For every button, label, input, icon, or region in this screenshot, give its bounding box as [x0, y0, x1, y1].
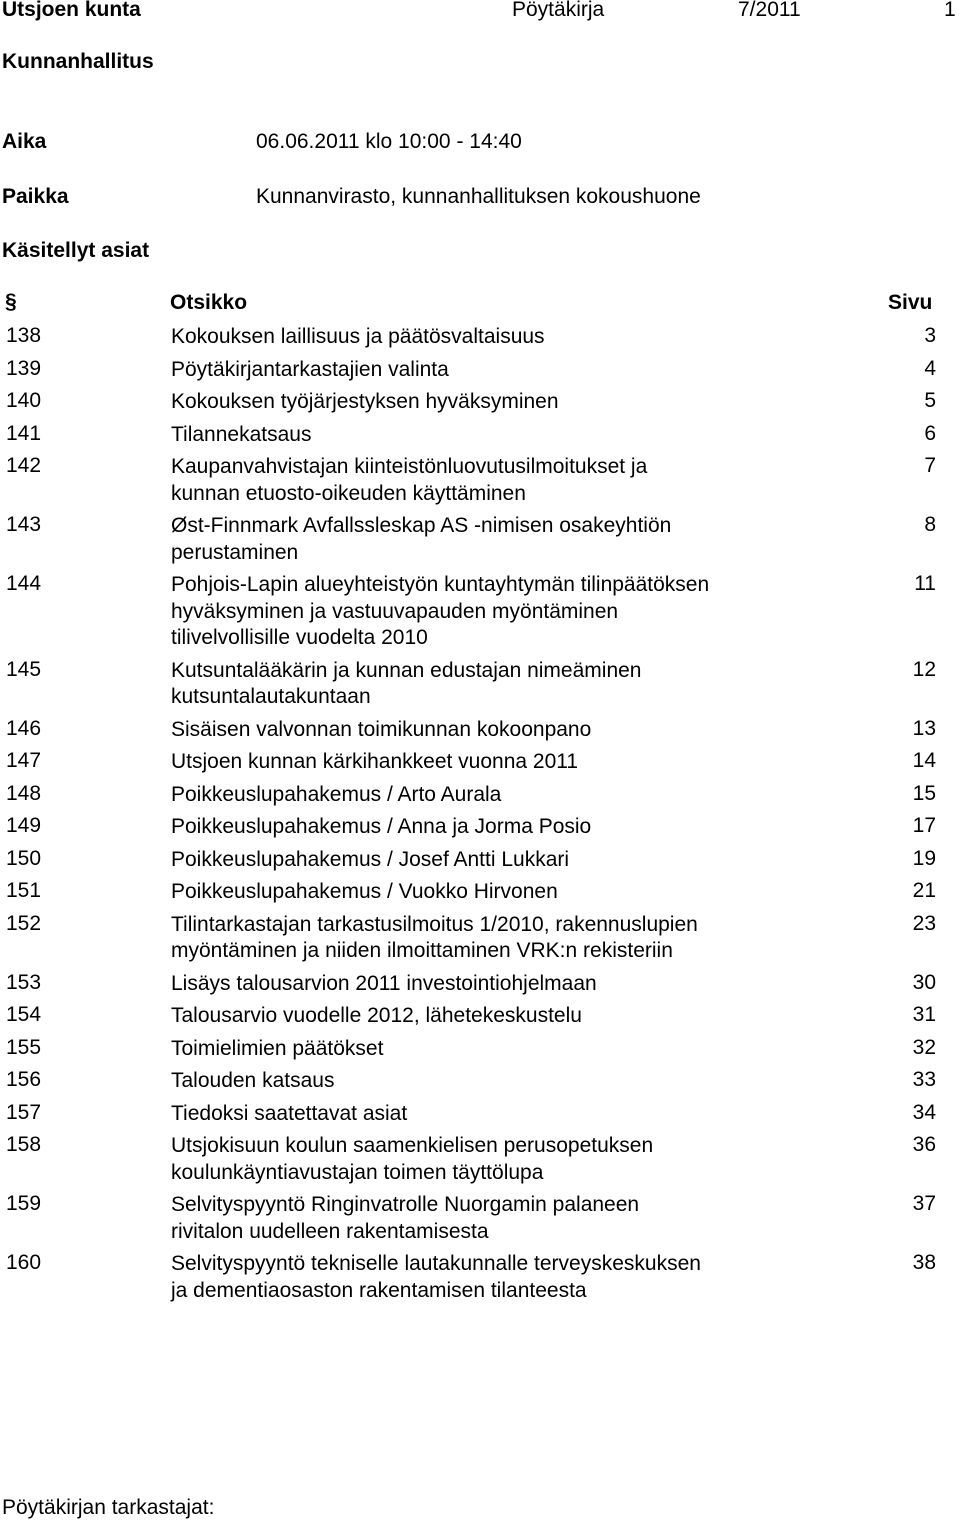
agenda-item-title — [171, 814, 591, 841]
agenda-item-page: 7 — [924, 454, 936, 477]
agenda-item-number: 149 — [6, 814, 42, 837]
agenda-item-page: 30 — [912, 970, 936, 994]
agenda-item-title-line: Kokouksen työjärjestyksen hyväksyminen — [171, 390, 559, 413]
agenda-item-title-line: kutsuntalautakuntaan — [171, 685, 371, 708]
agenda-item-title — [171, 454, 647, 507]
agenda-item-page: 34 — [912, 1100, 936, 1124]
agenda-item-title — [171, 971, 597, 998]
agenda-item-page: 3 — [924, 324, 936, 347]
agenda-item-page: 38 — [912, 1251, 936, 1274]
reviewers-label: Pöytäkirjan tarkastajat: — [2, 1496, 215, 1519]
agenda-item-title-line: Poikkeuslupahakemus / Anna ja Jorma Posio — [171, 815, 592, 838]
place-value: Kunnanvirasto, kunnanhallituksen kokoushuone — [256, 185, 701, 208]
agenda-item-title-line: Lisäys talousarvion 2011 investointiohjelmaan — [171, 971, 597, 995]
agenda-item-title-line: Selvityspyyntö tekniselle lautakunnalle terveyskeskuksen — [171, 1252, 701, 1275]
agenda-item-title-line: kunnan etuosto-oikeuden käyttäminen — [171, 481, 526, 505]
agenda-item-number: 160 — [6, 1251, 42, 1274]
agenda-item-title-line: koulunkäyntiavustajan toimen täyttölupa — [171, 1160, 544, 1184]
agenda-item-title — [171, 749, 578, 776]
agenda-item-page: 32 — [912, 1035, 936, 1059]
agenda-item-number: 157 — [6, 1100, 42, 1124]
agenda-item-title-line: perustaminen — [171, 540, 299, 564]
agenda-item-number: 156 — [6, 1068, 42, 1091]
agenda-item-page: 19 — [912, 846, 936, 870]
agenda-item-title — [171, 1133, 653, 1186]
agenda-item-title-line: Utsjokisuun koulun saamenkielisen perusopetuksen — [171, 1134, 654, 1157]
agenda-item-title — [171, 1192, 639, 1245]
agenda-item-title-line: Sisäisen valvonnan toimikunnan kokoonpano — [171, 717, 592, 741]
agenda-item-page: 8 — [924, 513, 936, 536]
agenda-item-title-line: Poikkeuslupahakemus / Arto Aurala — [171, 782, 502, 806]
agenda-item-page: 36 — [912, 1133, 936, 1156]
agenda-item-title-line: Tilannekatsaus — [171, 422, 312, 446]
agenda-item-page: 23 — [912, 911, 936, 935]
agenda-item-title — [171, 1101, 407, 1128]
time-value: 06.06.2011 klo 10:00 - 14:40 — [256, 130, 522, 153]
agenda-item-number: 159 — [6, 1192, 42, 1215]
agenda-item-title — [171, 847, 569, 874]
page-number: 1 — [944, 0, 956, 21]
agenda-item-number: 148 — [6, 781, 42, 805]
agenda-item-title — [171, 572, 709, 652]
agenda-item-title — [171, 658, 641, 711]
agenda-item-title — [171, 422, 311, 449]
agenda-item-number: 143 — [6, 513, 42, 536]
agenda-item-page: 11 — [914, 572, 936, 595]
agenda-item-title-line: Poikkeuslupahakemus / Vuokko Hirvonen — [171, 880, 558, 903]
agenda-item-title-line: Toimielimien päätökset — [171, 1036, 384, 1060]
agenda-item-number: 152 — [6, 911, 42, 935]
municipality-name: Utsjoen kunta — [2, 0, 141, 21]
agenda-title: Käsitellyt asiat — [2, 239, 150, 262]
column-header-title: Otsikko — [170, 291, 248, 314]
agenda-item-page: 14 — [912, 749, 936, 772]
agenda-item-title — [171, 324, 545, 351]
agenda-item-page: 6 — [924, 421, 936, 445]
agenda-item-title-line: rivitalon uudelleen rakentamisesta — [171, 1219, 489, 1243]
agenda-item-title-line: Øst-Finnmark Avfallssleskap AS -nimisen osakeyhtiön — [171, 514, 672, 537]
agenda-item-title-line: hyväksyminen ja vastuuvapauden myöntäminen — [171, 599, 619, 623]
agenda-item-title-line: Kaupanvahvistajan kiinteistönluovutusilmoitukset ja — [171, 455, 648, 478]
agenda-item-number: 158 — [6, 1133, 42, 1156]
agenda-item-title-line: Selvityspyyntö Ringinvatrolle Nuorgamin palaneen — [171, 1193, 640, 1216]
agenda-item-title — [171, 1003, 582, 1030]
agenda-item-title — [171, 879, 558, 906]
agenda-item-title-line: tilivelvollisille vuodelta 2010 — [171, 626, 428, 649]
agenda-item-title — [171, 717, 591, 744]
document-number: 7/2011 — [738, 0, 801, 21]
agenda-item-title-line: Talouden katsaus — [171, 1069, 335, 1092]
agenda-item-number: 138 — [6, 324, 42, 347]
agenda-item-title-line: Pohjois-Lapin alueyhteistyön kuntayhtymän tilinpäätöksen — [171, 573, 710, 596]
place-label: Paikka — [2, 185, 69, 208]
agenda-item-number: 144 — [6, 572, 42, 595]
agenda-item-page: 37 — [912, 1192, 936, 1215]
agenda-item-number: 153 — [6, 970, 42, 994]
agenda-item-title — [171, 1036, 383, 1063]
section-sign-icon: § — [5, 290, 17, 313]
agenda-item-page: 12 — [912, 657, 936, 681]
agenda-item-number: 145 — [6, 657, 42, 681]
agenda-item-title-line: Talousarvio vuodelle 2012, lähetekeskustelu — [171, 1004, 582, 1027]
agenda-item-title-line: ja dementiaosaston rakentamisen tilanteesta — [171, 1278, 587, 1302]
agenda-item-number: 151 — [6, 879, 42, 902]
agenda-item-page: 13 — [912, 716, 936, 740]
agenda-item-number: 147 — [6, 749, 42, 772]
agenda-item-title — [171, 912, 698, 965]
agenda-item-title-line: myöntäminen ja niiden ilmoittaminen VRK:n rekisteriin — [171, 939, 673, 962]
agenda-item-title-line: Utsjoen kunnan kärkihankkeet vuonna 2011 — [171, 750, 579, 773]
agenda-item-page: 17 — [912, 814, 936, 837]
agenda-item-title — [171, 1251, 701, 1304]
agenda-item-page: 31 — [912, 1003, 936, 1026]
agenda-item-title-line: Kokouksen laillisuus ja päätösvaltaisuus — [171, 325, 545, 348]
agenda-item-number: 139 — [6, 356, 42, 380]
document-type: Pöytäkirja — [512, 0, 605, 21]
agenda-item-number: 154 — [6, 1003, 42, 1026]
agenda-item-title — [171, 1068, 334, 1095]
agenda-item-title — [171, 389, 559, 416]
agenda-item-number: 140 — [6, 389, 42, 412]
agenda-item-title — [171, 357, 449, 384]
agenda-item-title — [171, 513, 671, 566]
agenda-item-number: 146 — [6, 716, 42, 740]
agenda-item-title — [171, 782, 501, 809]
agenda-item-page: 5 — [924, 389, 936, 412]
organ-name: Kunnanhallitus — [2, 50, 154, 73]
agenda-item-page: 21 — [912, 879, 936, 902]
column-header-page: Sivu — [888, 291, 933, 314]
agenda-item-title-line: Tiedoksi saatettavat asiat — [171, 1101, 408, 1125]
agenda-item-page: 33 — [912, 1068, 936, 1091]
agenda-item-number: 142 — [6, 454, 42, 477]
agenda-item-number: 155 — [6, 1035, 42, 1059]
time-label: Aika — [2, 130, 47, 153]
agenda-item-page: 4 — [924, 356, 936, 380]
agenda-item-number: 150 — [6, 846, 42, 870]
agenda-item-title-line: Kutsuntalääkärin ja kunnan edustajan nimeäminen — [171, 658, 642, 682]
agenda-item-title-line: Poikkeuslupahakemus / Josef Antti Lukkari — [171, 847, 570, 871]
agenda-item-title-line: Pöytäkirjantarkastajien valinta — [171, 357, 449, 381]
agenda-item-title-line: Tilintarkastajan tarkastusilmoitus 1/2010, rakennuslupien — [171, 912, 698, 936]
agenda-item-page: 15 — [912, 781, 936, 805]
agenda-item-number: 141 — [6, 421, 42, 445]
